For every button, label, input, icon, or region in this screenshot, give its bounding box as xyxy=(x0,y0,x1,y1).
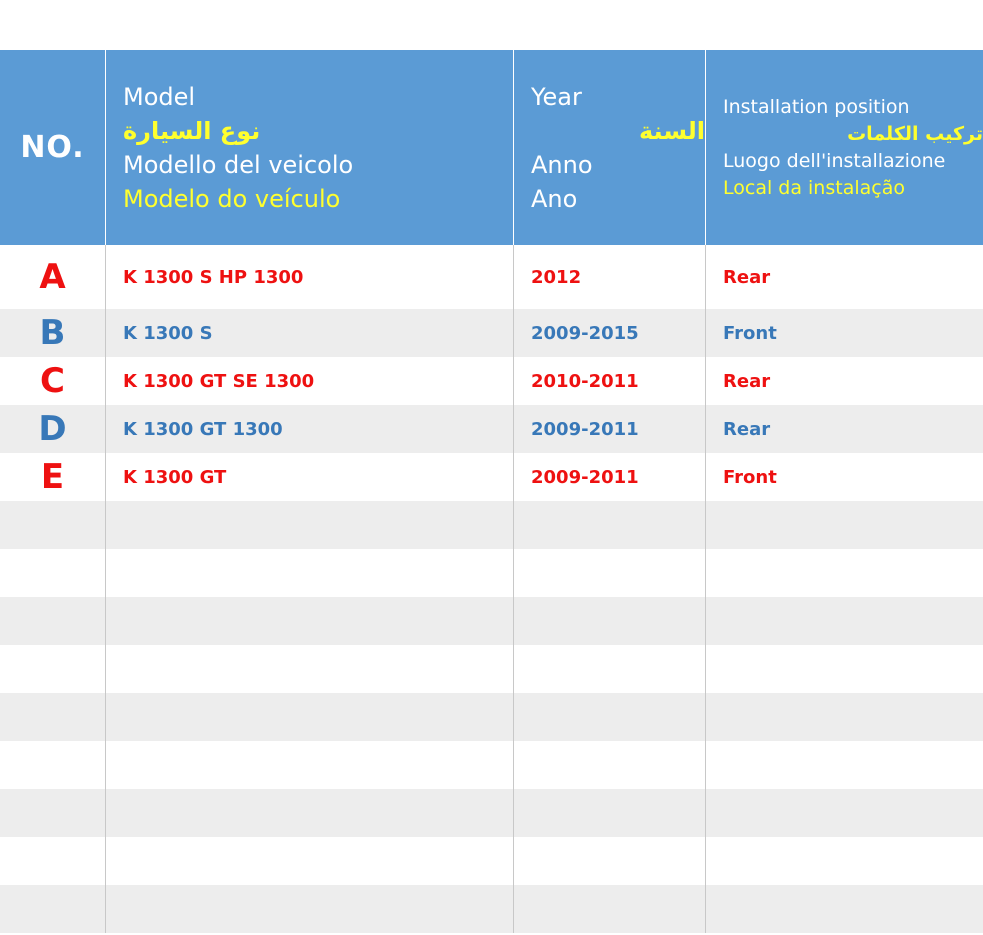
empty-cell xyxy=(106,741,514,789)
empty-cell xyxy=(706,837,983,885)
header-model-pt: Modelo do veículo xyxy=(123,184,341,213)
empty-table-row xyxy=(0,549,983,597)
empty-cell xyxy=(0,741,106,789)
row-year: 2009-2015 xyxy=(514,309,706,357)
row-letter: E xyxy=(0,453,106,501)
header-year-it: Anno xyxy=(531,150,593,179)
empty-cell xyxy=(0,693,106,741)
empty-cell xyxy=(706,597,983,645)
empty-cell xyxy=(706,501,983,549)
empty-cell xyxy=(106,837,514,885)
empty-cell xyxy=(0,549,106,597)
row-position: Rear xyxy=(723,418,771,440)
row-year: 2012 xyxy=(514,245,706,309)
empty-rows xyxy=(0,501,983,933)
row-letter: C xyxy=(0,357,106,405)
row-position: Rear xyxy=(723,370,771,392)
empty-table-row xyxy=(0,597,983,645)
empty-cell xyxy=(514,693,706,741)
row-year: 2009-2011 xyxy=(514,453,706,501)
row-model: K 1300 GT 1300 xyxy=(106,405,514,453)
empty-table-row xyxy=(0,501,983,549)
header-position-it: Luogo dell'installazione xyxy=(723,149,946,172)
empty-cell xyxy=(0,885,106,933)
header-position-pt: Local da instalação xyxy=(723,176,905,199)
empty-table-row xyxy=(0,693,983,741)
empty-cell xyxy=(706,549,983,597)
row-position: Front xyxy=(723,466,777,488)
header-position-en: Installation position xyxy=(723,95,910,118)
empty-table-row xyxy=(0,645,983,693)
header-model-ar: نوع السيارة xyxy=(123,116,261,145)
empty-cell xyxy=(514,789,706,837)
row-model: K 1300 GT SE 1300 xyxy=(106,357,514,405)
empty-table-row xyxy=(0,885,983,933)
header-year xyxy=(514,50,706,245)
table-row xyxy=(0,405,983,453)
table-row xyxy=(0,245,983,309)
empty-cell xyxy=(706,693,983,741)
header-model-en: Model xyxy=(123,82,196,111)
empty-cell xyxy=(514,501,706,549)
empty-cell xyxy=(0,837,106,885)
row-letter: D xyxy=(0,405,106,453)
table-row xyxy=(0,357,983,405)
empty-cell xyxy=(0,789,106,837)
compatibility-table xyxy=(0,50,983,933)
row-model: K 1300 S xyxy=(106,309,514,357)
empty-cell xyxy=(0,501,106,549)
empty-cell xyxy=(0,597,106,645)
empty-cell xyxy=(514,597,706,645)
table-row xyxy=(0,309,983,357)
empty-cell xyxy=(106,645,514,693)
empty-cell xyxy=(706,741,983,789)
empty-cell xyxy=(514,741,706,789)
empty-cell xyxy=(106,885,514,933)
empty-cell xyxy=(514,645,706,693)
header-position xyxy=(706,50,983,245)
row-letter: B xyxy=(0,309,106,357)
header-no-label: NO. xyxy=(20,130,85,165)
empty-cell xyxy=(514,885,706,933)
empty-cell xyxy=(106,597,514,645)
empty-table-row xyxy=(0,741,983,789)
empty-cell xyxy=(514,549,706,597)
header-model-it: Modello del veicolo xyxy=(123,150,354,179)
row-year: 2009-2011 xyxy=(514,405,706,453)
empty-cell xyxy=(706,885,983,933)
empty-cell xyxy=(106,501,514,549)
empty-cell xyxy=(706,789,983,837)
empty-cell xyxy=(0,645,106,693)
row-model: K 1300 GT xyxy=(106,453,514,501)
row-model: K 1300 S HP 1300 xyxy=(106,245,514,309)
empty-cell xyxy=(106,693,514,741)
empty-cell xyxy=(706,645,983,693)
header-model xyxy=(106,50,514,245)
table-row xyxy=(0,453,983,501)
header-year-ar: السنة xyxy=(638,116,705,145)
empty-cell xyxy=(106,549,514,597)
empty-table-row xyxy=(0,837,983,885)
row-position: Front xyxy=(723,322,777,344)
row-year: 2010-2011 xyxy=(514,357,706,405)
row-letter: A xyxy=(0,245,106,309)
empty-cell xyxy=(106,789,514,837)
row-position: Rear xyxy=(723,266,771,288)
empty-cell xyxy=(514,837,706,885)
empty-table-row xyxy=(0,789,983,837)
header-no xyxy=(0,50,106,245)
table-header xyxy=(0,50,983,245)
header-year-pt: Ano xyxy=(531,184,578,213)
header-year-en: Year xyxy=(531,82,582,111)
header-position-ar: تركيب الكلمات xyxy=(847,122,983,145)
